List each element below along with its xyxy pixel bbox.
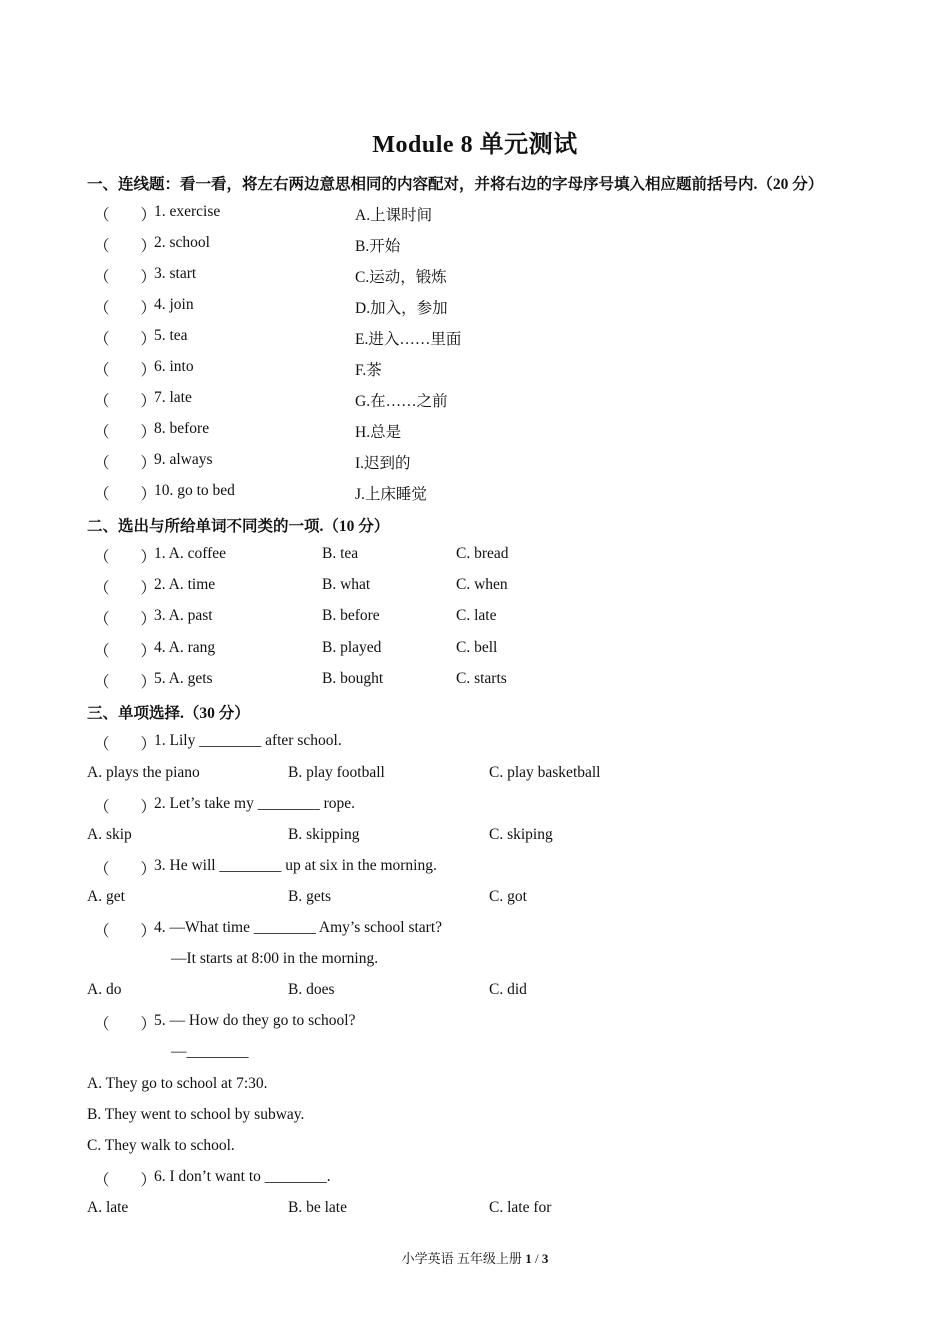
page-separator: / xyxy=(534,1251,539,1266)
dialogue-reply: —It starts at 8:00 in the morning. xyxy=(171,950,379,967)
option-a: 4. A. rang xyxy=(154,639,216,656)
option-b: B. played xyxy=(322,639,382,656)
answer-blank: （ ） xyxy=(94,238,157,255)
question-stem: 5. — How do they go to school? xyxy=(154,1012,356,1029)
answer-blank: （ ） xyxy=(94,424,157,441)
option-a: A. late xyxy=(87,1199,129,1216)
match-option: I.迟到的 xyxy=(355,455,411,472)
match-option: B.开始 xyxy=(355,238,401,255)
odd-one-out-item xyxy=(0,545,950,569)
question-stem: 2. Let’s take my ________ rope. xyxy=(154,795,356,812)
answer-blank: （ ） xyxy=(94,580,157,597)
question-row xyxy=(0,857,950,881)
question-text: 1. exercise xyxy=(154,203,221,220)
option-c: C. late xyxy=(456,607,497,624)
answer-blank: （ ） xyxy=(94,1172,157,1189)
question-row xyxy=(0,732,950,756)
option-b: B. bought xyxy=(322,670,384,687)
option-a: A. They go to school at 7:30. xyxy=(87,1075,268,1092)
option-b: B. skipping xyxy=(288,826,360,843)
question-text: 8. before xyxy=(154,420,210,437)
question-text: 2. school xyxy=(154,234,210,251)
option-a: A. do xyxy=(87,981,122,998)
option-a: 5. A. gets xyxy=(154,670,213,687)
question-text: 10. go to bed xyxy=(154,482,235,499)
question-row xyxy=(0,1012,950,1036)
matching-item xyxy=(0,358,950,382)
option-b: B. what xyxy=(322,576,371,593)
answer-blank: （ ） xyxy=(94,861,157,878)
answer-blank: （ ） xyxy=(94,455,157,472)
option-a: 1. A. coffee xyxy=(154,545,227,562)
odd-one-out-item xyxy=(0,639,950,663)
options-row xyxy=(0,826,950,850)
option-c: C. late for xyxy=(489,1199,552,1216)
answer-blank: （ ） xyxy=(94,300,157,317)
options-row xyxy=(0,764,950,788)
page-footer xyxy=(0,1248,950,1267)
question-text: 3. start xyxy=(154,265,197,282)
answer-blank: （ ） xyxy=(94,207,157,224)
matching-item xyxy=(0,234,950,258)
option-b: B. before xyxy=(322,607,380,624)
option-b: B. play football xyxy=(288,764,385,781)
question-text: 7. late xyxy=(154,389,192,406)
question-text: 6. into xyxy=(154,358,194,375)
matching-item xyxy=(0,296,950,320)
section-3-heading: 三、单项选择.（30 分） xyxy=(87,705,250,722)
option-c: C. skiping xyxy=(489,826,553,843)
answer-blank: （ ） xyxy=(94,393,157,410)
option-b: B. tea xyxy=(322,545,359,562)
answer-blank: （ ） xyxy=(94,1016,157,1033)
question-line xyxy=(0,1043,950,1067)
answer-blank: （ ） xyxy=(94,269,157,286)
odd-one-out-item xyxy=(0,607,950,631)
question-text: 5. tea xyxy=(154,327,188,344)
option-line xyxy=(0,1137,950,1161)
option-line xyxy=(0,1075,950,1099)
option-a: A. plays the piano xyxy=(87,764,200,781)
option-a: A. skip xyxy=(87,826,132,843)
section-1-heading: 一、连线题：看一看，将左右两边意思相同的内容配对，并将右边的字母序号填入相应题前括号内.（20 分） xyxy=(87,176,824,193)
matching-item xyxy=(0,327,950,351)
option-c: C. bread xyxy=(456,545,509,562)
option-c: C. got xyxy=(489,888,527,905)
dialogue-reply: —________ xyxy=(171,1043,249,1060)
match-option: G.在……之前 xyxy=(355,393,448,410)
answer-blank: （ ） xyxy=(94,486,157,503)
matching-item xyxy=(0,389,950,413)
question-row xyxy=(0,919,950,943)
option-a: 3. A. past xyxy=(154,607,213,624)
option-line xyxy=(0,1106,950,1130)
options-row xyxy=(0,888,950,912)
section-2-heading: 二、选出与所给单词不同类的一项.（10 分） xyxy=(87,518,390,535)
page-number: 1 xyxy=(525,1251,532,1266)
matching-item xyxy=(0,265,950,289)
answer-blank: （ ） xyxy=(94,923,157,940)
question-stem: 1. Lily ________ after school. xyxy=(154,732,342,749)
option-c: C. did xyxy=(489,981,527,998)
option-b: B. be late xyxy=(288,1199,347,1216)
footer-text: 小学英语 五年级上册 xyxy=(401,1251,522,1266)
option-a: 2. A. time xyxy=(154,576,216,593)
match-option: E.进入……里面 xyxy=(355,331,462,348)
question-line xyxy=(0,950,950,974)
option-c: C. bell xyxy=(456,639,498,656)
question-stem: 6. I don’t want to ________. xyxy=(154,1168,331,1185)
matching-item xyxy=(0,482,950,506)
odd-one-out-item xyxy=(0,576,950,600)
question-stem: 3. He will ________ up at six in the morning. xyxy=(154,857,437,874)
match-option: C.运动，锻炼 xyxy=(355,269,447,286)
match-option: H.总是 xyxy=(355,424,402,441)
question-stem: 4. —What time ________ Amy’s school start? xyxy=(154,919,443,936)
question-text: 9. always xyxy=(154,451,213,468)
options-row xyxy=(0,1199,950,1223)
option-c: C. starts xyxy=(456,670,507,687)
answer-blank: （ ） xyxy=(94,674,157,691)
answer-blank: （ ） xyxy=(94,736,157,753)
match-option: J.上床睡觉 xyxy=(355,486,427,503)
matching-item xyxy=(0,451,950,475)
answer-blank: （ ） xyxy=(94,331,157,348)
match-option: A.上课时间 xyxy=(355,207,433,224)
match-option: F.茶 xyxy=(355,362,382,379)
matching-item xyxy=(0,203,950,227)
option-c: C. play basketball xyxy=(489,764,601,781)
match-option: D.加入，参加 xyxy=(355,300,448,317)
option-b: B. They went to school by subway. xyxy=(87,1106,305,1123)
matching-item xyxy=(0,420,950,444)
option-c: C. They walk to school. xyxy=(87,1137,235,1154)
answer-blank: （ ） xyxy=(94,362,157,379)
page-title: Module 8 单元测试 xyxy=(372,132,578,158)
answer-blank: （ ） xyxy=(94,549,157,566)
option-b: B. does xyxy=(288,981,335,998)
answer-blank: （ ） xyxy=(94,799,157,816)
question-row xyxy=(0,1168,950,1192)
option-c: C. when xyxy=(456,576,508,593)
page-total: 3 xyxy=(541,1251,549,1266)
options-row xyxy=(0,981,950,1005)
question-text: 4. join xyxy=(154,296,194,313)
question-row xyxy=(0,795,950,819)
answer-blank: （ ） xyxy=(94,643,157,660)
odd-one-out-item xyxy=(0,670,950,694)
answer-blank: （ ） xyxy=(94,611,157,628)
option-a: A. get xyxy=(87,888,125,905)
option-b: B. gets xyxy=(288,888,332,905)
